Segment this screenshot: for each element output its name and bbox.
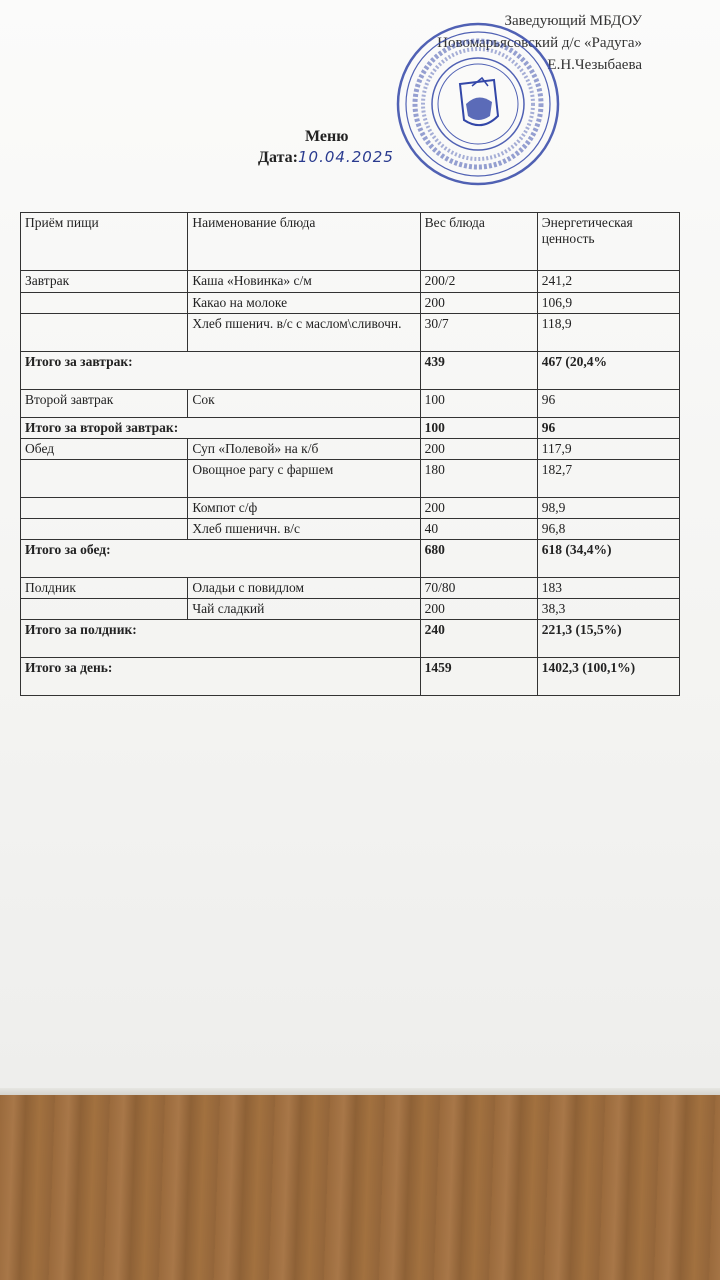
document-title: Меню: [305, 128, 349, 145]
total-weight: 240: [420, 620, 537, 658]
weight-cell: 200: [420, 439, 537, 460]
energy-cell: 106,9: [537, 293, 679, 314]
dish-cell: Оладьи с повидлом: [188, 578, 420, 599]
meal-cell: [21, 599, 188, 620]
energy-cell: 96: [537, 390, 679, 418]
meal-cell: [21, 314, 188, 352]
table-row: [21, 390, 680, 418]
table-row: [21, 578, 680, 599]
total-label: Итого за обед:: [21, 540, 421, 578]
total-weight: 100: [420, 418, 537, 439]
weight-cell: 200: [420, 599, 537, 620]
table-row: [21, 460, 680, 498]
meal-cell: Завтрак: [21, 271, 188, 293]
meal-cell: [21, 498, 188, 519]
total-row: [21, 620, 680, 658]
energy-cell: 118,9: [537, 314, 679, 352]
weight-cell: 30/7: [420, 314, 537, 352]
weight-cell: 200: [420, 498, 537, 519]
total-label: Итого за завтрак:: [21, 352, 421, 390]
meal-cell: Полдник: [21, 578, 188, 599]
dish-cell: Компот с/ф: [188, 498, 420, 519]
total-row: [21, 540, 680, 578]
total-energy: 221,3 (15,5%): [537, 620, 679, 658]
total-weight: 680: [420, 540, 537, 578]
total-label: Итого за полдник:: [21, 620, 421, 658]
dish-cell: Чай сладкий: [188, 599, 420, 620]
weight-cell: 100: [420, 390, 537, 418]
energy-cell: 96,8: [537, 519, 679, 540]
total-energy: 618 (34,4%): [537, 540, 679, 578]
header-weight: Вес блюда: [420, 213, 537, 271]
header-meal: Приём пищи: [21, 213, 188, 271]
dish-cell: Сок: [188, 390, 420, 418]
dish-cell: Хлеб пшенич. в/с с маслом\сливочн.: [188, 314, 420, 352]
table-row: [21, 271, 680, 293]
header-energy: Энергетическая ценность: [537, 213, 679, 271]
emblem-icon: [460, 78, 498, 125]
meal-cell: [21, 460, 188, 498]
energy-cell: 117,9: [537, 439, 679, 460]
table-row: [21, 599, 680, 620]
total-row: [21, 352, 680, 390]
weight-cell: 200: [420, 293, 537, 314]
total-weight: 1459: [420, 658, 537, 696]
approval-line-1: Заведующий МБДОУ: [504, 13, 642, 29]
energy-cell: 98,9: [537, 498, 679, 519]
total-energy: 467 (20,4%: [537, 352, 679, 390]
dish-cell: Каша «Новинка» с/м: [188, 271, 420, 293]
weight-cell: 70/80: [420, 578, 537, 599]
meal-cell: [21, 519, 188, 540]
total-weight: 439: [420, 352, 537, 390]
dish-cell: Овощное рагу с фаршем: [188, 460, 420, 498]
total-energy: 96: [537, 418, 679, 439]
meal-cell: Обед: [21, 439, 188, 460]
table-row: [21, 498, 680, 519]
dish-cell: Суп «Полевой» на к/б: [188, 439, 420, 460]
weight-cell: 200/2: [420, 271, 537, 293]
total-label: Итого за день:: [21, 658, 421, 696]
weight-cell: 180: [420, 460, 537, 498]
dish-cell: Какао на молоке: [188, 293, 420, 314]
energy-cell: 38,3: [537, 599, 679, 620]
date-value: 10.04.2025: [297, 148, 394, 166]
approval-line-3: Е.Н.Чезыбаева: [547, 57, 642, 73]
energy-cell: 241,2: [537, 271, 679, 293]
table-row: [21, 314, 680, 352]
energy-cell: 182,7: [537, 460, 679, 498]
table-row: [21, 519, 680, 540]
table-row: [21, 293, 680, 314]
table-row: [21, 439, 680, 460]
approval-line-2: Новомарьясовский д/с «Радуга»: [437, 35, 642, 51]
meal-cell: Второй завтрак: [21, 390, 188, 418]
total-row: [21, 658, 680, 696]
meal-cell: [21, 293, 188, 314]
wooden-desk: [0, 1095, 720, 1280]
official-stamp: [394, 20, 562, 188]
total-row: [21, 418, 680, 439]
table-header-row: [21, 213, 680, 271]
menu-table: [20, 212, 680, 696]
energy-cell: 183: [537, 578, 679, 599]
header-dish: Наименование блюда: [188, 213, 420, 271]
dish-cell: Хлеб пшеничн. в/с: [188, 519, 420, 540]
total-energy: 1402,3 (100,1%): [537, 658, 679, 696]
date-label: Дата:: [258, 149, 298, 166]
total-label: Итого за второй завтрак:: [21, 418, 421, 439]
date-row: [258, 148, 394, 167]
weight-cell: 40: [420, 519, 537, 540]
